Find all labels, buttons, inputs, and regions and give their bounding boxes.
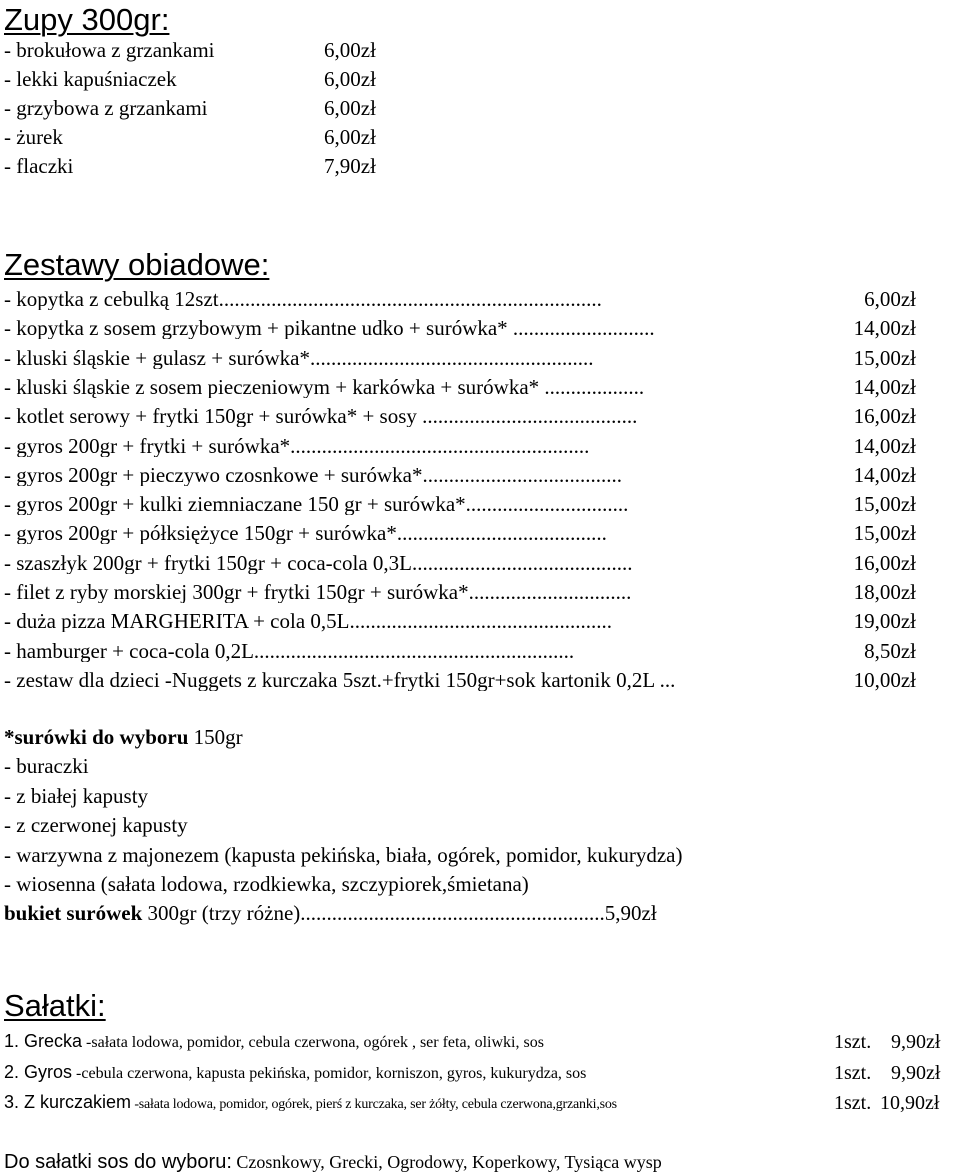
set-item-price: 14,00zł (853, 434, 916, 458)
salad-desc: -cebula czerwona, kapusta pekińska, pomidor, korniszon, gyros, kukurydza, sos (72, 1065, 587, 1082)
soups-heading: Zupy 300gr: (4, 2, 170, 37)
salad-num: 3. (4, 1092, 25, 1112)
set-item-name: - gyros 200gr + pieczywo czosnkowe + surówka*...................................... (4, 465, 623, 486)
salad-bouquet-rest: 300gr (trzy różne)..........................................................5,90zł (142, 901, 657, 925)
set-item-price: 16,00zł (853, 551, 916, 575)
salad-desc: -sałata lodowa, pomidor, cebula czerwona, ogórek , ser feta, oliwki, sos (82, 1034, 544, 1051)
set-item-name: - hamburger + coca-cola 0,2L............................................................. (4, 641, 575, 662)
set-item-price: 10,00zł (853, 668, 916, 692)
set-item-price: 14,00zł (853, 316, 916, 340)
salad-name: Gyros (24, 1062, 73, 1082)
set-item-name: - kluski śląskie z sosem pieczeniowym + karkówka + surówka* ................... (4, 377, 645, 398)
set-item-price: 14,00zł (853, 375, 916, 399)
set-item-name: - filet z ryby morskiej 300gr + frytki 150gr + surówka*............................... (4, 582, 632, 603)
salad-choice-heading (4, 727, 243, 748)
soup-item-price: 6,00zł (324, 67, 376, 91)
salad-item (4, 1032, 544, 1051)
salad-price: 10,90zł (880, 1092, 940, 1114)
salad-item (4, 1093, 617, 1112)
set-item-price: 19,00zł (853, 609, 916, 633)
set-item-price: 16,00zł (853, 404, 916, 428)
salad-price: 9,90zł (891, 1062, 941, 1084)
set-item-name: - zestaw dla dzieci -Nuggets z kurczaka 5szt.+frytki 150gr+sok kartonik 0,2L ... (4, 670, 676, 691)
salad-qty: 1szt. (834, 1062, 872, 1084)
salad-choice-item: - z czerwonej kapusty (4, 813, 188, 837)
salad-choice-item: - wiosenna (sałata lodowa, rzodkiewka, szczypiorek,śmietana) (4, 872, 529, 896)
salad-name: Z kurczakiem (24, 1092, 132, 1112)
soup-item-name: - brokułowa z grzankami (4, 38, 215, 62)
salad-item (4, 1063, 586, 1082)
salad-bouquet (4, 903, 657, 924)
sauce-label: Do sałatki sos do wyboru: (4, 1151, 232, 1173)
salad-price: 9,90zł (891, 1031, 941, 1053)
set-item-name: - kluski śląskie + gulasz + surówka*...................................................... (4, 348, 594, 369)
salad-choice-heading-rest: 150gr (188, 725, 243, 749)
soup-item-price: 6,00zł (324, 96, 376, 120)
soup-item-price: 7,90zł (324, 154, 376, 178)
salad-name: Grecka (24, 1031, 83, 1051)
sets-heading: Zestawy obiadowe: (4, 247, 270, 282)
soup-item-price: 6,00zł (324, 125, 376, 149)
set-item-name: - gyros 200gr + frytki + surówka*......................................................... (4, 436, 590, 457)
salad-desc: -sałata lodowa, pomidor, ogórek, pierś z kurczaka, ser żółty, cebula czerwona,grzanki,sos (131, 1097, 617, 1112)
salad-qty: 1szt. (834, 1092, 872, 1114)
salad-num: 1. (4, 1031, 25, 1051)
soup-item-name: - żurek (4, 125, 63, 149)
sauce-line (4, 1152, 662, 1172)
salad-choice-heading-bold: *surówki do wyboru (4, 725, 189, 749)
set-item-price: 8,50zł (864, 639, 916, 663)
sauce-options: Czosnkowy, Grecki, Ogrodowy, Koperkowy, Tysiąca wysp (231, 1152, 662, 1172)
set-item-price: 14,00zł (853, 463, 916, 487)
set-item-name: - duża pizza MARGHERITA + cola 0,5L.................................................. (4, 611, 612, 632)
soup-item-price: 6,00zł (324, 38, 376, 62)
set-item-name: - gyros 200gr + kulki ziemniaczane 150 gr + surówka*............................... (4, 494, 629, 515)
salad-choice-item: - buraczki (4, 754, 89, 778)
salad-bouquet-bold: bukiet surówek (4, 901, 143, 925)
soup-item-name: - lekki kapuśniaczek (4, 67, 177, 91)
set-item-name: - gyros 200gr + półksiężyce 150gr + surówka*........................................ (4, 523, 607, 544)
soup-item-name: - grzybowa z grzankami (4, 96, 208, 120)
set-item-name: - kopytka z cebulką 12szt......................................................................... (4, 289, 602, 310)
soup-item-name: - flaczki (4, 154, 74, 178)
salad-choice-item: - z białej kapusty (4, 784, 149, 808)
set-item-name: - kotlet serowy + frytki 150gr + surówka* + sosy ......................................... (4, 406, 638, 427)
set-item-price: 15,00zł (853, 346, 916, 370)
set-item-price: 18,00zł (853, 580, 916, 604)
set-item-price: 6,00zł (864, 287, 916, 311)
salad-num: 2. (4, 1062, 25, 1082)
salad-qty: 1szt. (834, 1031, 872, 1053)
salads-heading: Sałatki: (4, 988, 106, 1023)
salad-choice-item: - warzywna z majonezem (kapusta pekińska, biała, ogórek, pomidor, kukurydza) (4, 843, 683, 867)
set-item-price: 15,00zł (853, 521, 916, 545)
set-item-name: - kopytka z sosem grzybowym + pikantne udko + surówka* ........................... (4, 318, 655, 339)
set-item-name: - szaszłyk 200gr + frytki 150gr + coca-cola 0,3L.......................................... (4, 553, 633, 574)
set-item-price: 15,00zł (853, 492, 916, 516)
